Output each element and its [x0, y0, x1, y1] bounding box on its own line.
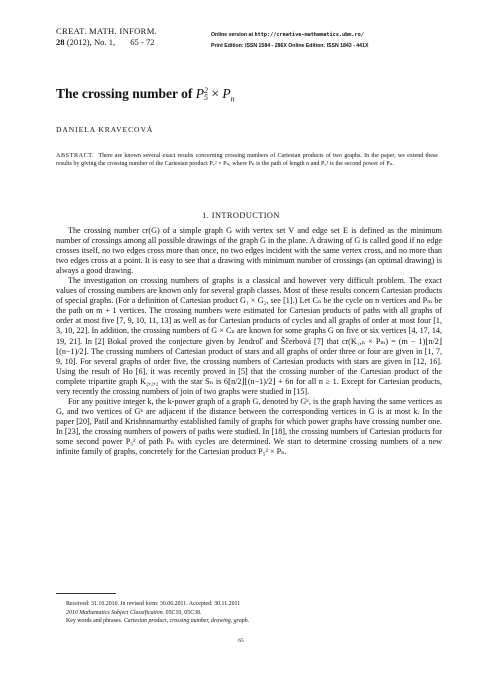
keywords: Cartesian product, crossing number, drawing, graph. — [122, 618, 250, 624]
volume-number: 28 — [56, 37, 65, 47]
paper-title — [56, 86, 235, 104]
title-math-base: P — [195, 86, 205, 101]
issn-line: Print Edition: ISSN 1584 - 286X Online Edition: ISSN 1843 - 441X — [211, 43, 369, 49]
online-url-link[interactable]: http://creative-mathematics.ubm.ro/ — [254, 32, 364, 38]
msc-codes: 05C10, 05C38. — [164, 609, 202, 616]
section-number: 1. — [202, 211, 210, 220]
footnote-rule — [56, 593, 116, 594]
title-math-pn-sub: n — [230, 94, 235, 104]
keywords-label: Key words and phrases. — [66, 618, 123, 624]
paragraph: The crossing number cr(G) of a simple graph G with vertex set V and edge set E is defined as the minimum number of crossings among all possible drawings of the graph G in the plane. A drawing of G is called good if no edge crosses itself, no two edges cross more than once, no two edges incident with the same vertex cross, and no more than two edges cross at a point. It is easy to see that a drawing with minimum number of crossings (an optimal drawing) is always a good drawing. — [56, 226, 442, 276]
journal-header — [56, 26, 206, 48]
abstract-label: ABSTRACT. — [56, 153, 95, 159]
footnotes — [66, 600, 438, 626]
paragraph: For any positive integer k, the k-power graph of a graph G, denoted by Gᵏ, is the graph having the same vertices as G, and two vertices of Gᵏ are adjacent if the distance between the corresponding vertices in G is at most k. In the paper [20], Patil and Krishnnamurthy established family of graphs for which power graphs have crossing number one. In [23], the crossing numbers of powers of paths were studied. In [18], the crossing numbers of Cartesian products for some second power P₅² of path Pₙ with cycles are determined. We start to determine crossing numbers of a new infinite family of graphs, concretely for the Cartesian product P₅² × Pₙ. — [56, 396, 442, 457]
keywords-line — [66, 617, 438, 626]
section-title: INTRODUCTION — [211, 211, 280, 220]
title-math-sub: 5 — [204, 93, 209, 102]
abstract — [56, 152, 438, 169]
volume-info — [56, 37, 206, 48]
msc-label: 2010 Mathematics Subject Classification. — [66, 609, 165, 616]
title-math-pn: P — [222, 86, 231, 101]
publication-info — [211, 30, 441, 51]
online-version-line — [211, 30, 441, 40]
online-prefix: Online version at — [211, 32, 255, 38]
section-heading — [0, 211, 482, 220]
title-times: × — [208, 86, 223, 101]
paragraph: The investigation on crossing numbers of graphs is a classical and however very difficult problem. The exact values of crossing numbers are known only for several graph classes. Most of these results concern Cartesian products of special graphs. (For a definition of Cartesian product G₁ × G₂, see [1].) Let Cₙ be the cycle on n vertices and Pₘ be the path on m + 1 vertices. The crossing numbers were estimated for Cartesian products of paths with all graphs of order at most five [7, 9, 10, 11, 13] as well as for Cartesian products of cycles and all graphs of order at most four [1, 3, 10, 22]. In addition, the crossing numbers of G × Cₙ are known for some graphs G on five or six vertices [4, 17, 14, 19, 21]. In [2] Bokal proved the conjecture given by Jendroľ and Ščerbová [7] that cr(K₁,ₙ × Pₘ) = (m − 1)⌊n/2⌋⌊(n−1)/2⌋. The crossing numbers of Cartesian product of stars and all graphs of order three or four are given in [1, 7, 9, 10]. For several graphs of order five, the crossing numbers of Cartesian products with stars are given in [12, 16]. Using the result of Ho [6], it was recently proved in [5] that the crossing number of the Cartesian product of the complete tripartite graph K₂,₂,₂ with the star Sₙ is 6⌊n/2⌋⌊(n−1)/2⌋ + 6n for all n ≥ 1. Except for Cartesian products, very recently the crossing numbers of join of two graphs were studied in [15]. — [56, 276, 442, 396]
title-text: The crossing number of — [56, 86, 196, 101]
title-math-sup: 2 — [204, 86, 209, 95]
msc-line — [66, 609, 438, 618]
page-number: 65 — [238, 638, 244, 644]
abstract-text: There are known several exact results concerning crossing numbers of Cartesian products of two graphs. In the paper, we extend these results by giving the crossing number of the Cartesian product P₅² × Pₙ, where Pₙ is the path of length n and P₅² is the second power of Pₙ. — [56, 153, 438, 168]
body-text — [56, 226, 442, 457]
author-name: DANIELA KRAVECOVÁ — [56, 125, 154, 134]
year-issue-pages: (2012), No. 1, 65 - 72 — [64, 37, 155, 47]
journal-name: CREAT. MATH. INFORM. — [56, 26, 158, 36]
received-dates: Received: 31.10.2010. In revised form: 30.06.2011. Accepted: 30.11.2011 — [66, 601, 241, 607]
